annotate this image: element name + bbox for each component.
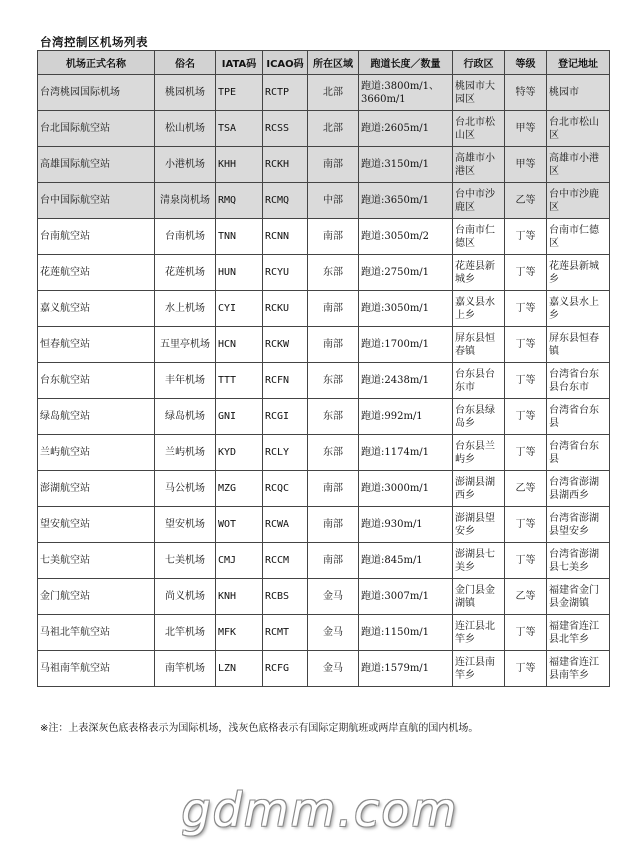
icao-code-cell: RCNN bbox=[263, 219, 308, 255]
runway-cell: 跑道:3000m/1 bbox=[359, 471, 453, 507]
runway-cell: 跑道:992m/1 bbox=[359, 399, 453, 435]
header-cell: 机场正式名称 bbox=[38, 51, 155, 75]
airport-name-cell: 台湾桃园国际机场 bbox=[38, 75, 155, 111]
grade-cell: 丁等 bbox=[505, 219, 547, 255]
address-cell: 福建省金门县金湖镇 bbox=[547, 579, 610, 615]
table-row bbox=[38, 255, 610, 291]
grade-cell: 丁等 bbox=[505, 327, 547, 363]
district-cell: 金门县金湖镇 bbox=[453, 579, 505, 615]
footnote: ※注：上表深灰色底表格表示为国际机场，浅灰色底格表示有国际定期航班或两岸直航的国内机场。 bbox=[40, 723, 479, 734]
table-row bbox=[38, 363, 610, 399]
alias-cell: 丰年机场 bbox=[155, 363, 216, 399]
runway-cell: 跑道:930m/1 bbox=[359, 507, 453, 543]
alias-cell: 花莲机场 bbox=[155, 255, 216, 291]
runway-cell: 跑道:1150m/1 bbox=[359, 615, 453, 651]
document-title: 台湾控制区机场列表 bbox=[40, 35, 148, 49]
grade-cell: 甲等 bbox=[505, 111, 547, 147]
alias-cell: 桃园机场 bbox=[155, 75, 216, 111]
airport-table-body bbox=[38, 75, 610, 687]
runway-cell: 跑道:3050m/1 bbox=[359, 291, 453, 327]
icao-code-cell: RCCM bbox=[263, 543, 308, 579]
region-cell: 南部 bbox=[308, 147, 359, 183]
address-cell: 台湾省台东县台东市 bbox=[547, 363, 610, 399]
airport-name-cell: 台北国际航空站 bbox=[38, 111, 155, 147]
iata-code-cell: MFK bbox=[216, 615, 263, 651]
grade-cell: 丁等 bbox=[505, 615, 547, 651]
region-cell: 东部 bbox=[308, 399, 359, 435]
grade-cell: 丁等 bbox=[505, 507, 547, 543]
icao-code-cell: RCMT bbox=[263, 615, 308, 651]
runway-cell: 跑道:1579m/1 bbox=[359, 651, 453, 687]
address-cell: 台北市松山区 bbox=[547, 111, 610, 147]
district-cell: 连江县北竿乡 bbox=[453, 615, 505, 651]
icao-code-cell: RCYU bbox=[263, 255, 308, 291]
runway-cell: 跑道:845m/1 bbox=[359, 543, 453, 579]
address-cell: 台湾省台东县 bbox=[547, 435, 610, 471]
alias-cell: 小港机场 bbox=[155, 147, 216, 183]
icao-code-cell: RCQC bbox=[263, 471, 308, 507]
alias-cell: 兰屿机场 bbox=[155, 435, 216, 471]
alias-cell: 五里亭机场 bbox=[155, 327, 216, 363]
table-row bbox=[38, 507, 610, 543]
table-row bbox=[38, 111, 610, 147]
iata-code-cell: LZN bbox=[216, 651, 263, 687]
address-cell: 台南市仁德区 bbox=[547, 219, 610, 255]
region-cell: 金马 bbox=[308, 651, 359, 687]
district-cell: 澎湖县望安乡 bbox=[453, 507, 505, 543]
district-cell: 桃园市大园区 bbox=[453, 75, 505, 111]
alias-cell: 望安机场 bbox=[155, 507, 216, 543]
header-cell: 俗名 bbox=[155, 51, 216, 75]
grade-cell: 乙等 bbox=[505, 183, 547, 219]
address-cell: 高雄市小港区 bbox=[547, 147, 610, 183]
icao-code-cell: RCKU bbox=[263, 291, 308, 327]
icao-code-cell: RCFG bbox=[263, 651, 308, 687]
district-cell: 台东县绿岛乡 bbox=[453, 399, 505, 435]
address-cell: 花莲县新城乡 bbox=[547, 255, 610, 291]
region-cell: 东部 bbox=[308, 435, 359, 471]
region-cell: 金马 bbox=[308, 615, 359, 651]
airport-name-cell: 恒春航空站 bbox=[38, 327, 155, 363]
table-row bbox=[38, 219, 610, 255]
header-cell: ICAO码 bbox=[263, 51, 308, 75]
airport-name-cell: 花莲航空站 bbox=[38, 255, 155, 291]
grade-cell: 甲等 bbox=[505, 147, 547, 183]
runway-cell: 跑道:2605m/1 bbox=[359, 111, 453, 147]
alias-cell: 绿岛机场 bbox=[155, 399, 216, 435]
icao-code-cell: RCKH bbox=[263, 147, 308, 183]
address-cell: 福建省连江县南竿乡 bbox=[547, 651, 610, 687]
airport-table bbox=[37, 50, 610, 687]
airport-name-cell: 七美航空站 bbox=[38, 543, 155, 579]
airport-name-cell: 望安航空站 bbox=[38, 507, 155, 543]
iata-code-cell: TNN bbox=[216, 219, 263, 255]
address-cell: 屏东县恒春镇 bbox=[547, 327, 610, 363]
airport-name-cell: 台东航空站 bbox=[38, 363, 155, 399]
iata-code-cell: WOT bbox=[216, 507, 263, 543]
icao-code-cell: RCSS bbox=[263, 111, 308, 147]
iata-code-cell: TSA bbox=[216, 111, 263, 147]
airport-name-cell: 马祖南竿航空站 bbox=[38, 651, 155, 687]
grade-cell: 丁等 bbox=[505, 399, 547, 435]
table-header-row bbox=[38, 51, 610, 75]
iata-code-cell: CYI bbox=[216, 291, 263, 327]
airport-name-cell: 金门航空站 bbox=[38, 579, 155, 615]
iata-code-cell: CMJ bbox=[216, 543, 263, 579]
grade-cell: 丁等 bbox=[505, 543, 547, 579]
table-row bbox=[38, 327, 610, 363]
region-cell: 南部 bbox=[308, 327, 359, 363]
header-cell: 等级 bbox=[505, 51, 547, 75]
icao-code-cell: RCLY bbox=[263, 435, 308, 471]
district-cell: 澎湖县七美乡 bbox=[453, 543, 505, 579]
table-row bbox=[38, 183, 610, 219]
alias-cell: 北竿机场 bbox=[155, 615, 216, 651]
icao-code-cell: RCWA bbox=[263, 507, 308, 543]
district-cell: 台中市沙鹿区 bbox=[453, 183, 505, 219]
region-cell: 北部 bbox=[308, 111, 359, 147]
region-cell: 中部 bbox=[308, 183, 359, 219]
iata-code-cell: MZG bbox=[216, 471, 263, 507]
table-row bbox=[38, 471, 610, 507]
runway-cell: 跑道:2750m/1 bbox=[359, 255, 453, 291]
address-cell: 台湾省台东县 bbox=[547, 399, 610, 435]
district-cell: 台南市仁德区 bbox=[453, 219, 505, 255]
address-cell: 桃园市 bbox=[547, 75, 610, 111]
alias-cell: 南竿机场 bbox=[155, 651, 216, 687]
icao-code-cell: RCKW bbox=[263, 327, 308, 363]
district-cell: 台东县兰屿乡 bbox=[453, 435, 505, 471]
iata-code-cell: HUN bbox=[216, 255, 263, 291]
iata-code-cell: HCN bbox=[216, 327, 263, 363]
airport-name-cell: 台中国际航空站 bbox=[38, 183, 155, 219]
grade-cell: 丁等 bbox=[505, 363, 547, 399]
watermark: gdmm.com bbox=[181, 783, 459, 837]
table-row bbox=[38, 579, 610, 615]
table-row bbox=[38, 435, 610, 471]
iata-code-cell: KNH bbox=[216, 579, 263, 615]
district-cell: 澎湖县湖西乡 bbox=[453, 471, 505, 507]
alias-cell: 台南机场 bbox=[155, 219, 216, 255]
alias-cell: 水上机场 bbox=[155, 291, 216, 327]
runway-cell: 跑道:3007m/1 bbox=[359, 579, 453, 615]
grade-cell: 特等 bbox=[505, 75, 547, 111]
airport-name-cell: 澎湖航空站 bbox=[38, 471, 155, 507]
region-cell: 南部 bbox=[308, 219, 359, 255]
header-cell: 行政区 bbox=[453, 51, 505, 75]
table-row bbox=[38, 147, 610, 183]
icao-code-cell: RCFN bbox=[263, 363, 308, 399]
header-cell: 跑道长度／数量 bbox=[359, 51, 453, 75]
airport-name-cell: 高雄国际航空站 bbox=[38, 147, 155, 183]
runway-cell: 跑道:3650m/1 bbox=[359, 183, 453, 219]
alias-cell: 松山机场 bbox=[155, 111, 216, 147]
runway-cell: 跑道:2438m/1 bbox=[359, 363, 453, 399]
table-row bbox=[38, 291, 610, 327]
district-cell: 台东县台东市 bbox=[453, 363, 505, 399]
runway-cell: 跑道:3050m/2 bbox=[359, 219, 453, 255]
alias-cell: 七美机场 bbox=[155, 543, 216, 579]
address-cell: 台湾省澎湖县七美乡 bbox=[547, 543, 610, 579]
iata-code-cell: KYD bbox=[216, 435, 263, 471]
runway-cell: 跑道:1700m/1 bbox=[359, 327, 453, 363]
alias-cell: 清泉岗机场 bbox=[155, 183, 216, 219]
iata-code-cell: TTT bbox=[216, 363, 263, 399]
grade-cell: 丁等 bbox=[505, 291, 547, 327]
airport-name-cell: 马祖北竿航空站 bbox=[38, 615, 155, 651]
region-cell: 北部 bbox=[308, 75, 359, 111]
alias-cell: 尚义机场 bbox=[155, 579, 216, 615]
grade-cell: 乙等 bbox=[505, 471, 547, 507]
runway-cell: 跑道:3150m/1 bbox=[359, 147, 453, 183]
table-row bbox=[38, 75, 610, 111]
grade-cell: 丁等 bbox=[505, 651, 547, 687]
header-cell: IATA码 bbox=[216, 51, 263, 75]
iata-code-cell: GNI bbox=[216, 399, 263, 435]
district-cell: 屏东县恒春镇 bbox=[453, 327, 505, 363]
address-cell: 台湾省澎湖县湖西乡 bbox=[547, 471, 610, 507]
alias-cell: 马公机场 bbox=[155, 471, 216, 507]
grade-cell: 丁等 bbox=[505, 255, 547, 291]
airport-name-cell: 嘉义航空站 bbox=[38, 291, 155, 327]
icao-code-cell: RCGI bbox=[263, 399, 308, 435]
region-cell: 南部 bbox=[308, 507, 359, 543]
region-cell: 南部 bbox=[308, 543, 359, 579]
grade-cell: 乙等 bbox=[505, 579, 547, 615]
airport-name-cell: 兰屿航空站 bbox=[38, 435, 155, 471]
district-cell: 高雄市小港区 bbox=[453, 147, 505, 183]
address-cell: 台中市沙鹿区 bbox=[547, 183, 610, 219]
header-cell: 所在区域 bbox=[308, 51, 359, 75]
table-row bbox=[38, 615, 610, 651]
region-cell: 东部 bbox=[308, 255, 359, 291]
icao-code-cell: RCBS bbox=[263, 579, 308, 615]
address-cell: 嘉义县水上乡 bbox=[547, 291, 610, 327]
address-cell: 福建省连江县北竿乡 bbox=[547, 615, 610, 651]
region-cell: 东部 bbox=[308, 363, 359, 399]
district-cell: 台北市松山区 bbox=[453, 111, 505, 147]
region-cell: 金马 bbox=[308, 579, 359, 615]
district-cell: 连江县南竿乡 bbox=[453, 651, 505, 687]
region-cell: 南部 bbox=[308, 471, 359, 507]
grade-cell: 丁等 bbox=[505, 435, 547, 471]
region-cell: 南部 bbox=[308, 291, 359, 327]
airport-name-cell: 绿岛航空站 bbox=[38, 399, 155, 435]
airport-name-cell: 台南航空站 bbox=[38, 219, 155, 255]
table-row bbox=[38, 399, 610, 435]
district-cell: 嘉义县水上乡 bbox=[453, 291, 505, 327]
header-cell: 登记地址 bbox=[547, 51, 610, 75]
iata-code-cell: RMQ bbox=[216, 183, 263, 219]
iata-code-cell: TPE bbox=[216, 75, 263, 111]
runway-cell: 跑道:3800m/1、3660m/1 bbox=[359, 75, 453, 111]
icao-code-cell: RCTP bbox=[263, 75, 308, 111]
table-row bbox=[38, 651, 610, 687]
iata-code-cell: KHH bbox=[216, 147, 263, 183]
runway-cell: 跑道:1174m/1 bbox=[359, 435, 453, 471]
table-row bbox=[38, 543, 610, 579]
address-cell: 台湾省澎湖县望安乡 bbox=[547, 507, 610, 543]
district-cell: 花莲县新城乡 bbox=[453, 255, 505, 291]
icao-code-cell: RCMQ bbox=[263, 183, 308, 219]
